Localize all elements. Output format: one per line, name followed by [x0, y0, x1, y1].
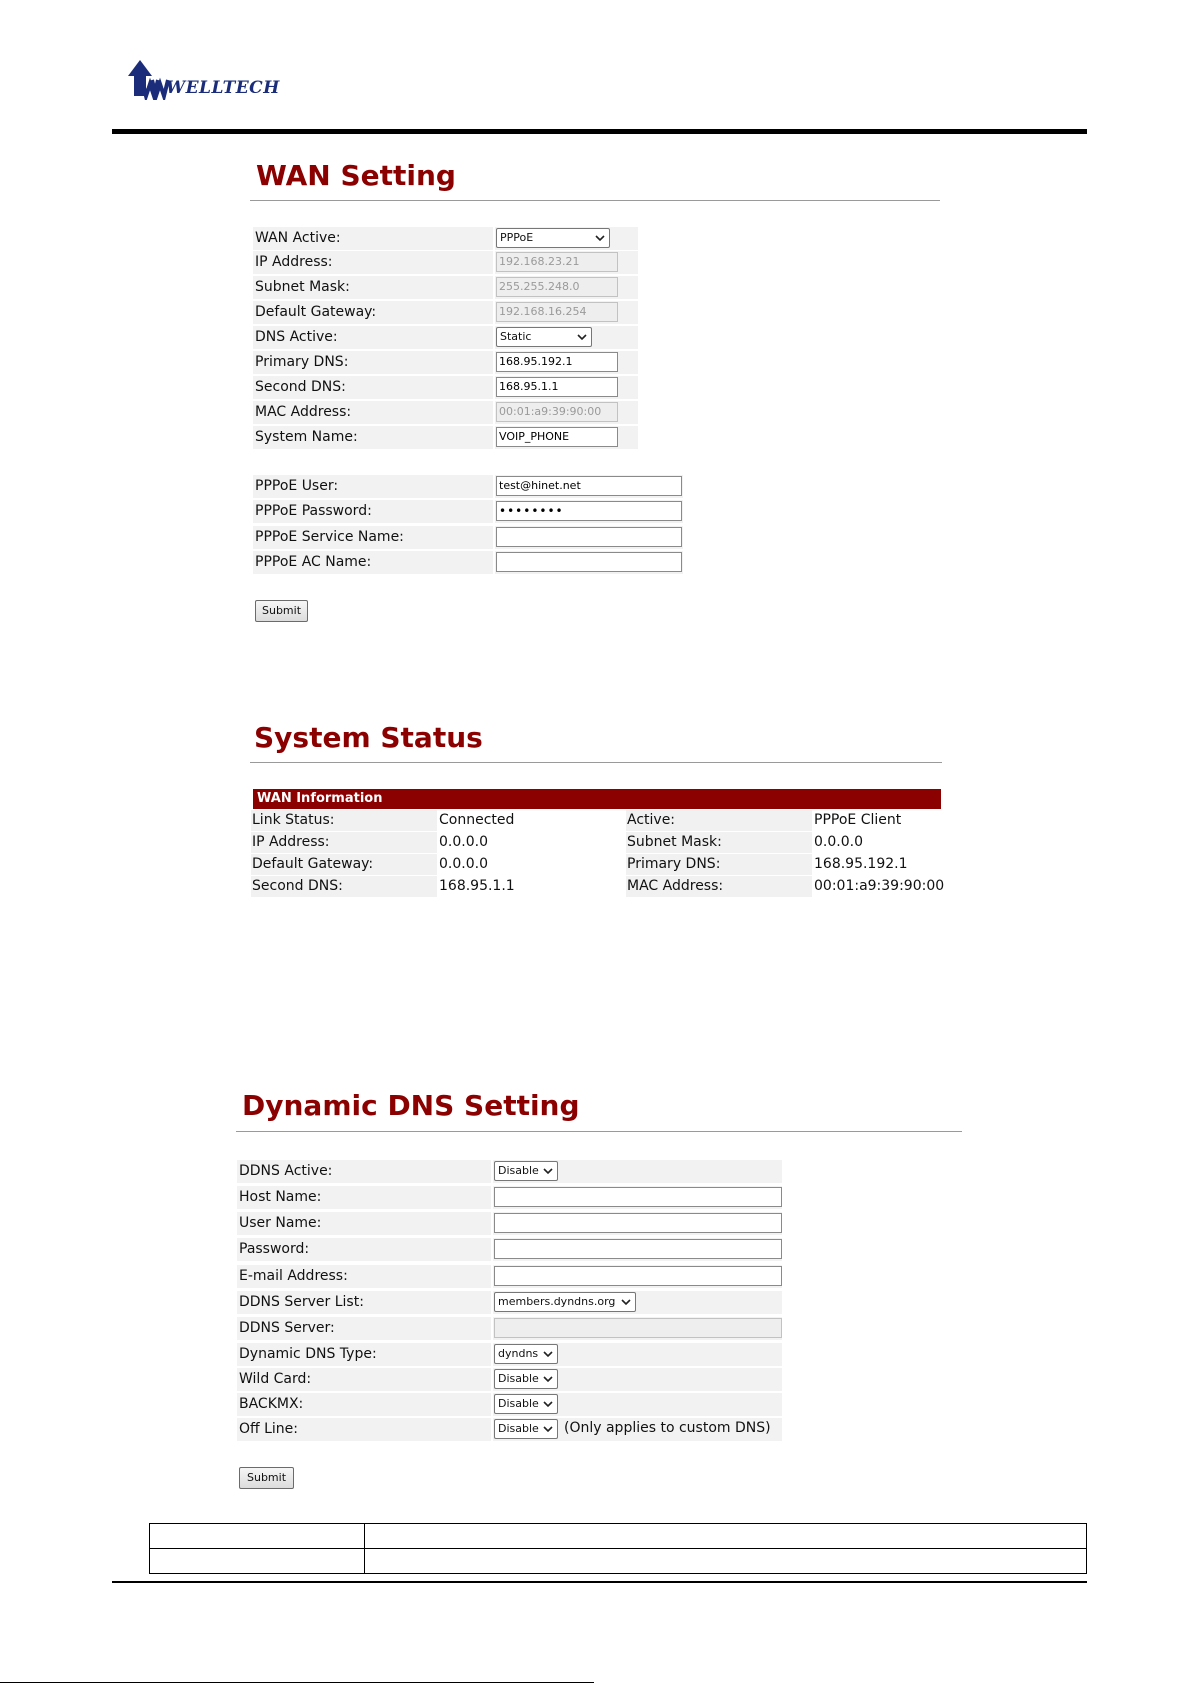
- ddns-submit-button[interactable]: Submit: [239, 1467, 294, 1489]
- select-field[interactable]: [494, 1292, 636, 1312]
- status-label: Subnet Mask:: [626, 832, 812, 853]
- field-label: WAN Active:: [253, 227, 493, 250]
- ddns-setting-title: Dynamic DNS Setting: [242, 1089, 580, 1122]
- text-input[interactable]: [496, 552, 682, 572]
- status-value: 168.95.192.1: [814, 856, 908, 872]
- text-input[interactable]: [494, 1239, 782, 1259]
- select-field[interactable]: [494, 1369, 558, 1389]
- select-value: dyndns: [498, 1347, 539, 1360]
- chevron-down-icon: [543, 1424, 553, 1434]
- select-value: Disable: [498, 1422, 539, 1435]
- readonly-input: 192.168.23.21: [496, 252, 618, 272]
- form-row: [237, 1317, 782, 1340]
- chevron-down-icon: [577, 332, 587, 342]
- table-row: [251, 810, 941, 831]
- ddns-setting-divider: [236, 1131, 962, 1132]
- select-value: Disable: [498, 1372, 539, 1385]
- field-label: Off Line:: [237, 1418, 491, 1441]
- text-input[interactable]: 168.95.192.1: [496, 352, 618, 372]
- form-row: [237, 1368, 782, 1391]
- field-label: Password:: [237, 1238, 491, 1261]
- status-label: Default Gateway:: [251, 854, 437, 875]
- form-row: [253, 401, 638, 424]
- status-value: 0.0.0.0: [439, 856, 488, 872]
- field-label: DNS Active:: [253, 326, 493, 349]
- form-row: [237, 1291, 782, 1314]
- field-label: E-mail Address:: [237, 1265, 491, 1288]
- status-label: MAC Address:: [626, 876, 812, 897]
- header-divider: [112, 129, 1087, 134]
- field-label: Default Gateway:: [253, 301, 493, 324]
- field-label: IP Address:: [253, 251, 493, 274]
- field-label: Wild Card:: [237, 1368, 491, 1391]
- select-value: members.dyndns.org: [498, 1295, 616, 1308]
- form-row: [237, 1212, 782, 1235]
- form-row: [253, 551, 683, 574]
- field-note: (Only applies to custom DNS): [564, 1420, 771, 1436]
- form-row: [253, 276, 638, 299]
- select-value: Static: [500, 330, 532, 343]
- form-row: [237, 1343, 782, 1366]
- field-label: PPPoE Service Name:: [253, 526, 493, 549]
- select-field[interactable]: [496, 228, 610, 248]
- field-label: DDNS Server:: [237, 1317, 491, 1340]
- form-row: [253, 526, 683, 549]
- password-input[interactable]: ••••••••: [496, 501, 682, 521]
- select-field[interactable]: [494, 1394, 558, 1414]
- chevron-down-icon: [595, 233, 605, 243]
- select-value: PPPoE: [500, 231, 534, 244]
- field-label: Subnet Mask:: [253, 276, 493, 299]
- field-label: Host Name:: [237, 1186, 491, 1209]
- readonly-input: [494, 1318, 782, 1338]
- form-row: [253, 351, 638, 374]
- footnote-rule: [0, 1682, 594, 1683]
- field-label: DDNS Server List:: [237, 1291, 491, 1314]
- wan-information-header: WAN Information: [253, 789, 941, 809]
- text-input[interactable]: [494, 1187, 782, 1207]
- welltech-logo: [126, 54, 306, 100]
- field-label: Dynamic DNS Type:: [237, 1343, 491, 1366]
- system-status-divider: [250, 762, 942, 763]
- form-row: [253, 426, 638, 449]
- text-input[interactable]: [494, 1213, 782, 1233]
- field-label: Second DNS:: [253, 376, 493, 399]
- select-field[interactable]: [494, 1161, 558, 1181]
- status-value: 168.95.1.1: [439, 878, 515, 894]
- form-row: [237, 1393, 782, 1416]
- form-row: [253, 376, 638, 399]
- text-input[interactable]: test@hinet.net: [496, 476, 682, 496]
- text-input[interactable]: 168.95.1.1: [496, 377, 618, 397]
- form-row: [253, 227, 638, 250]
- field-label: System Name:: [253, 426, 493, 449]
- select-value: Disable: [498, 1397, 539, 1410]
- table-row: [251, 832, 941, 853]
- form-row: [237, 1265, 782, 1288]
- wan-setting-divider: [250, 200, 940, 201]
- status-value: 0.0.0.0: [439, 834, 488, 850]
- field-label: PPPoE Password:: [253, 500, 493, 523]
- text-input[interactable]: [494, 1266, 782, 1286]
- table-row: [251, 876, 945, 897]
- field-label: PPPoE AC Name:: [253, 551, 493, 574]
- table-column-divider: [364, 1524, 365, 1573]
- status-label: Second DNS:: [251, 876, 437, 897]
- text-input[interactable]: [496, 527, 682, 547]
- status-value: PPPoE Client: [814, 812, 902, 828]
- logo-text: WELLTECH: [166, 78, 280, 98]
- footer-divider: [112, 1581, 1087, 1583]
- select-field[interactable]: [494, 1344, 558, 1364]
- status-label: Primary DNS:: [626, 854, 812, 875]
- select-field[interactable]: [494, 1419, 558, 1439]
- text-input[interactable]: VOIP_PHONE: [496, 427, 618, 447]
- wan-setting-title: WAN Setting: [256, 159, 456, 192]
- wan-submit-button[interactable]: Submit: [255, 600, 308, 622]
- form-row: [253, 251, 638, 274]
- field-label: BACKMX:: [237, 1393, 491, 1416]
- field-label: User Name:: [237, 1212, 491, 1235]
- readonly-input: 192.168.16.254: [496, 302, 618, 322]
- table-row-divider: [150, 1548, 1086, 1549]
- field-label: DDNS Active:: [237, 1160, 491, 1183]
- table-row: [251, 854, 941, 875]
- chevron-down-icon: [543, 1166, 553, 1176]
- form-row: [237, 1160, 782, 1183]
- chevron-down-icon: [543, 1399, 553, 1409]
- status-label: Link Status:: [251, 810, 437, 831]
- form-row: [253, 500, 683, 523]
- status-value: 0.0.0.0: [814, 834, 863, 850]
- select-field[interactable]: [496, 327, 592, 347]
- status-label: Active:: [626, 810, 812, 831]
- field-label: PPPoE User:: [253, 475, 493, 498]
- status-label: IP Address:: [251, 832, 437, 853]
- select-value: Disable: [498, 1164, 539, 1177]
- document-table: [149, 1523, 1087, 1574]
- form-row: [253, 326, 638, 349]
- readonly-input: 00:01:a9:39:90:00: [496, 402, 618, 422]
- form-row: [237, 1418, 782, 1441]
- status-value: 00:01:a9:39:90:00: [814, 878, 945, 894]
- form-row: [237, 1186, 782, 1209]
- field-label: Primary DNS:: [253, 351, 493, 374]
- form-row: [253, 475, 683, 498]
- readonly-input: 255.255.248.0: [496, 277, 618, 297]
- status-value: Connected: [439, 812, 515, 828]
- field-label: MAC Address:: [253, 401, 493, 424]
- chevron-down-icon: [543, 1349, 553, 1359]
- chevron-down-icon: [621, 1297, 631, 1307]
- form-row: [253, 301, 638, 324]
- system-status-title: System Status: [254, 721, 483, 754]
- form-row: [237, 1238, 782, 1261]
- chevron-down-icon: [543, 1374, 553, 1384]
